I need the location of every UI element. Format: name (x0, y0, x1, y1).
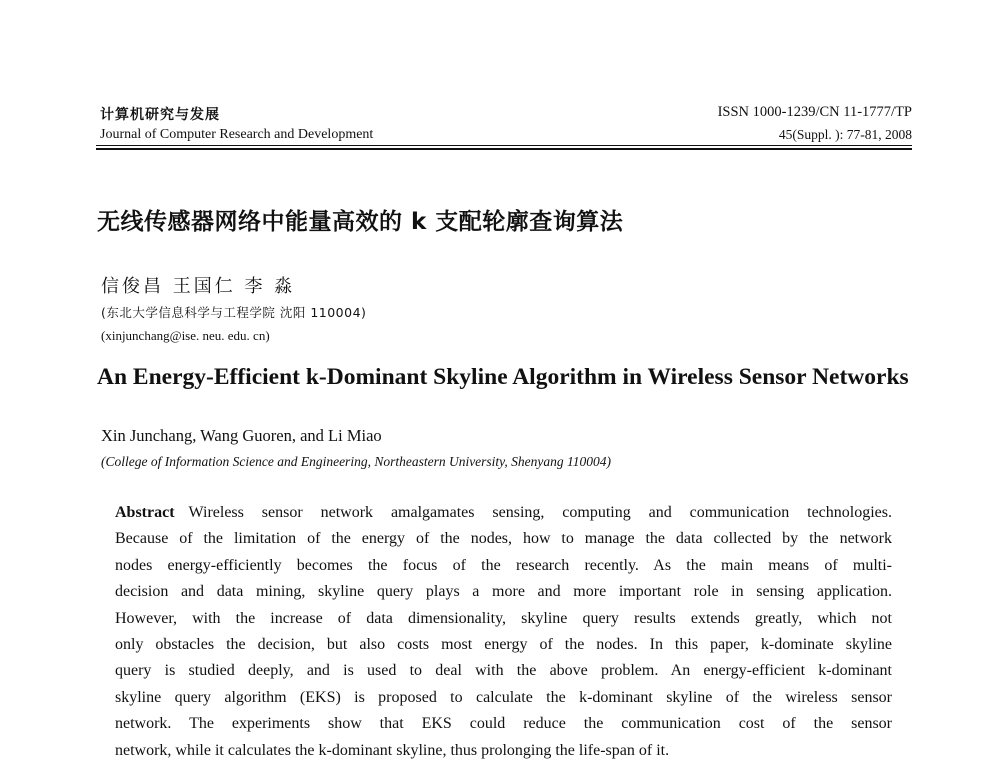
header-rule-thick (96, 148, 912, 150)
header-rule-thin (96, 145, 912, 146)
issn-number: ISSN 1000-1239/CN 11-1777/TP (717, 104, 912, 120)
abstract-label: Abstract (115, 504, 175, 521)
abstract-line: However, with the increase of data dimensionality, skyline query results extends greatly, which not (115, 609, 892, 627)
chinese-affiliation: (东北大学信息科学与工程学院 沈阳 110004) (101, 305, 367, 320)
journal-header (100, 104, 912, 148)
abstract-block (115, 500, 892, 764)
abstract-line: network, while it calculates the k-dominant skyline, thus prolonging the life-span of it. (115, 741, 670, 759)
chinese-title: 无线传感器网络中能量高效的 k 支配轮廓查询算法 (97, 209, 624, 235)
abstract-line: query is studied deeply, and is used to deal with the above problem. An energy-efficient k-dominant (115, 662, 892, 680)
english-affiliation: (College of Information Science and Engineering, Northeastern University, Shenyang 110004) (101, 454, 612, 469)
abstract-line: skyline query algorithm (EKS) is proposed to calculate the k-dominant skyline of the wireless sensor (115, 688, 892, 706)
abstract-line: Because of the limitation of the energy of the nodes, how to manage the data collected by the network (115, 530, 892, 548)
abstract-line: only obstacles the decision, but also costs most energy of the nodes. In this paper, k-dominate skyline (115, 635, 892, 653)
abstract-line (115, 500, 892, 526)
abstract-line: network. The experiments show that EKS could reduce the communication cost of the sensor (115, 715, 892, 733)
abstract-line-text: Wireless sensor network amalgamates sensing, computing and communication technologies. (188, 504, 892, 521)
author-email: (xinjunchang@ise. neu. edu. cn) (101, 328, 270, 343)
abstract-line: nodes energy-efficiently becomes the focus of the research recently. As the main means of multi- (115, 556, 892, 574)
volume-issue-pages: 45(Suppl. ): 77-81, 2008 (778, 127, 912, 142)
abstract-line: decision and data mining, skyline query plays a more and more important role in sensing application. (115, 583, 892, 601)
journal-name-chinese: 计算机研究与发展 (100, 107, 220, 123)
journal-name-english: Journal of Computer Research and Development (100, 127, 374, 142)
chinese-authors: 信俊昌 王国仁 李 淼 (101, 276, 296, 297)
english-title: An Energy-Efficient k-Dominant Skyline Algorithm in Wireless Sensor Networks (97, 364, 909, 390)
english-authors: Xin Junchang, Wang Guoren, and Li Miao (101, 426, 382, 445)
